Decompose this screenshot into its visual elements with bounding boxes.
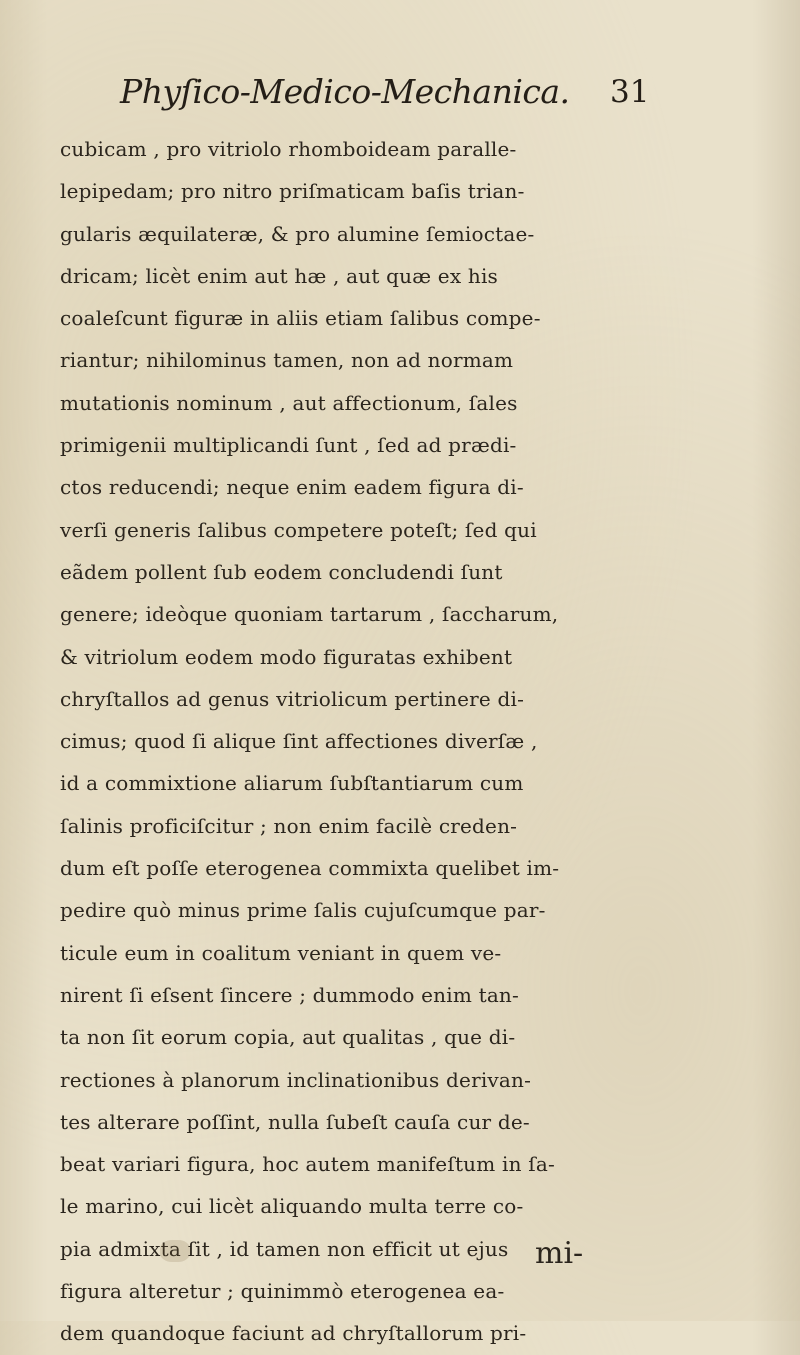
- text-line: rectiones à planorum inclinationibus derivan-: [60, 1067, 532, 1092]
- text-line: riantur; nihilominus tamen, non ad normam: [60, 348, 514, 373]
- page-number: 31: [610, 74, 650, 110]
- body-text: [60, 128, 760, 1355]
- text-line: nirent ſi eſsent ſincere ; dummodo enim tan-: [60, 982, 519, 1007]
- catchword: mi-: [535, 1236, 584, 1271]
- text-line: id a commixtione aliarum ſubſtantiarum cum: [60, 771, 524, 796]
- text-line: eãdem pollent ſub eodem concludendi ſunt: [60, 559, 503, 584]
- text-line: coaleſcunt figuræ in aliis etiam ſalibus compe-: [60, 306, 541, 331]
- text-line: cimus; quod ſi alique ſint affectiones diverſæ ,: [60, 729, 538, 754]
- text-line: gularis æquilateræ, & pro alumine ſemioctae-: [60, 221, 535, 246]
- text-line: verſi generis ſalibus competere poteſt; ſed qui: [60, 517, 537, 542]
- paper-stain: [160, 1240, 190, 1262]
- text-line: cubicam , pro vitriolo rhomboideam paralle-: [60, 137, 517, 161]
- text-line: beat variari figura, hoc autem manifeſtum in ſa-: [60, 1152, 555, 1177]
- text-line: ta non ſit eorum copia, aut qualitas , que di-: [60, 1025, 516, 1050]
- text-line: chryſtallos ad genus vitriolicum pertinere di-: [60, 686, 525, 711]
- text-line: pedire quò minus prime ſalis cujuſcumque par-: [60, 898, 546, 923]
- text-line: dum eſt poſſe eterogenea commixta quelibet im-: [60, 856, 560, 881]
- text-line: ctos reducendi; neque enim eadem figura di-: [60, 475, 524, 500]
- text-line: tes alterare poſſint, nulla ſubeſt cauſa cur de-: [60, 1109, 530, 1134]
- text-line: primigenii multiplicandi ſunt , ſed ad prædi-: [60, 433, 517, 458]
- text-line: pia admixta ſit , id tamen non efficit ut ejus: [60, 1236, 509, 1261]
- text-line: & vitriolum eodem modo figuratas exhibent: [60, 644, 513, 669]
- text-line: ſalinis proficiſcitur ; non enim facilè creden-: [60, 813, 518, 838]
- text-line: figura alteretur ; quinimmò eterogenea ea-: [60, 1279, 505, 1304]
- text-line: dem quandoque faciunt ad chryſtallorum pri-: [60, 1321, 527, 1346]
- text-line: ticule eum in coalitum veniant in quem ve-: [60, 940, 502, 965]
- text-line: mutationis nominum , aut affectionum, ſales: [60, 390, 518, 415]
- text-line: le marino, cui licèt aliquando multa terre co-: [60, 1194, 524, 1219]
- page-header: [120, 72, 680, 122]
- running-title: Phyſico-Medico-Mechanica.: [120, 72, 570, 111]
- text-line: lepipedam; pro nitro priſmaticam baſis trian-: [60, 179, 525, 204]
- text-line: genere; ideòque quoniam tartarum , ſaccharum,: [60, 602, 559, 627]
- text-line: dricam; licèt enim aut hæ , aut quæ ex his: [60, 263, 499, 288]
